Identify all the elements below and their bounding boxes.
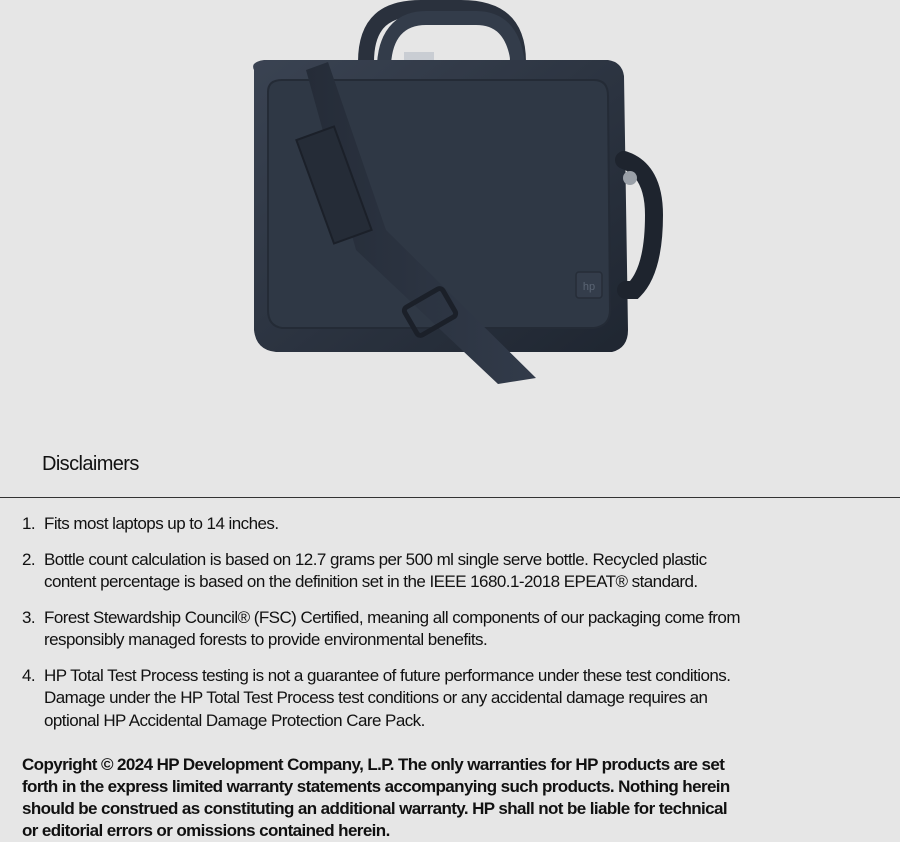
disclaimer-text: Fits most laptops up to 14 inches. bbox=[44, 514, 279, 533]
copyright-notice bbox=[22, 754, 812, 842]
disclaimer-number: 4. bbox=[22, 665, 36, 685]
laptop-bag-illustration bbox=[236, 0, 666, 400]
copyright-line: Copyright © 2024 HP Development Company, L.P. The only warranties for HP products are set bbox=[22, 755, 725, 774]
disclaimer-text: HP Total Test Process testing is not a guarantee of future performance under these test conditions. bbox=[44, 665, 731, 685]
disclaimer-text: Forest Stewardship Council® (FSC) Certified, meaning all components of our packaging come from bbox=[44, 607, 740, 627]
copyright-line: or editorial errors or omissions contained herein. bbox=[22, 821, 390, 840]
disclaimer-list bbox=[22, 513, 802, 745]
disclaimer-item bbox=[22, 549, 802, 594]
section-divider bbox=[0, 497, 900, 498]
disclaimer-text: responsibly managed forests to provide environmental benefits. bbox=[44, 630, 488, 649]
hp-logo-icon: hp bbox=[582, 281, 596, 293]
disclaimer-text: Damage under the HP Total Test Process test conditions or any accidental damage requires an bbox=[44, 688, 708, 707]
disclaimer-text: Bottle count calculation is based on 12.7 grams per 500 ml single serve bottle. Recycled plastic bbox=[44, 549, 707, 569]
disclaimer-number: 1. bbox=[22, 514, 36, 533]
disclaimer-item bbox=[22, 607, 802, 652]
disclaimer-text: content percentage is based on the definition set in the IEEE 1680.1-2018 EPEAT® standard. bbox=[44, 572, 698, 591]
disclaimer-text: optional HP Accidental Damage Protection Care Pack. bbox=[44, 710, 425, 730]
disclaimer-number: 2. bbox=[22, 549, 36, 569]
disclaimer-item bbox=[22, 665, 802, 733]
disclaimer-item bbox=[22, 513, 802, 536]
disclaimer-number: 3. bbox=[22, 607, 36, 627]
disclaimers-heading: Disclaimers bbox=[42, 453, 139, 475]
copyright-line: forth in the express limited warranty statements accompanying such products. Nothing herein bbox=[22, 777, 730, 796]
copyright-line: should be construed as constituting an additional warranty. HP shall not be liable for technical bbox=[22, 799, 728, 818]
